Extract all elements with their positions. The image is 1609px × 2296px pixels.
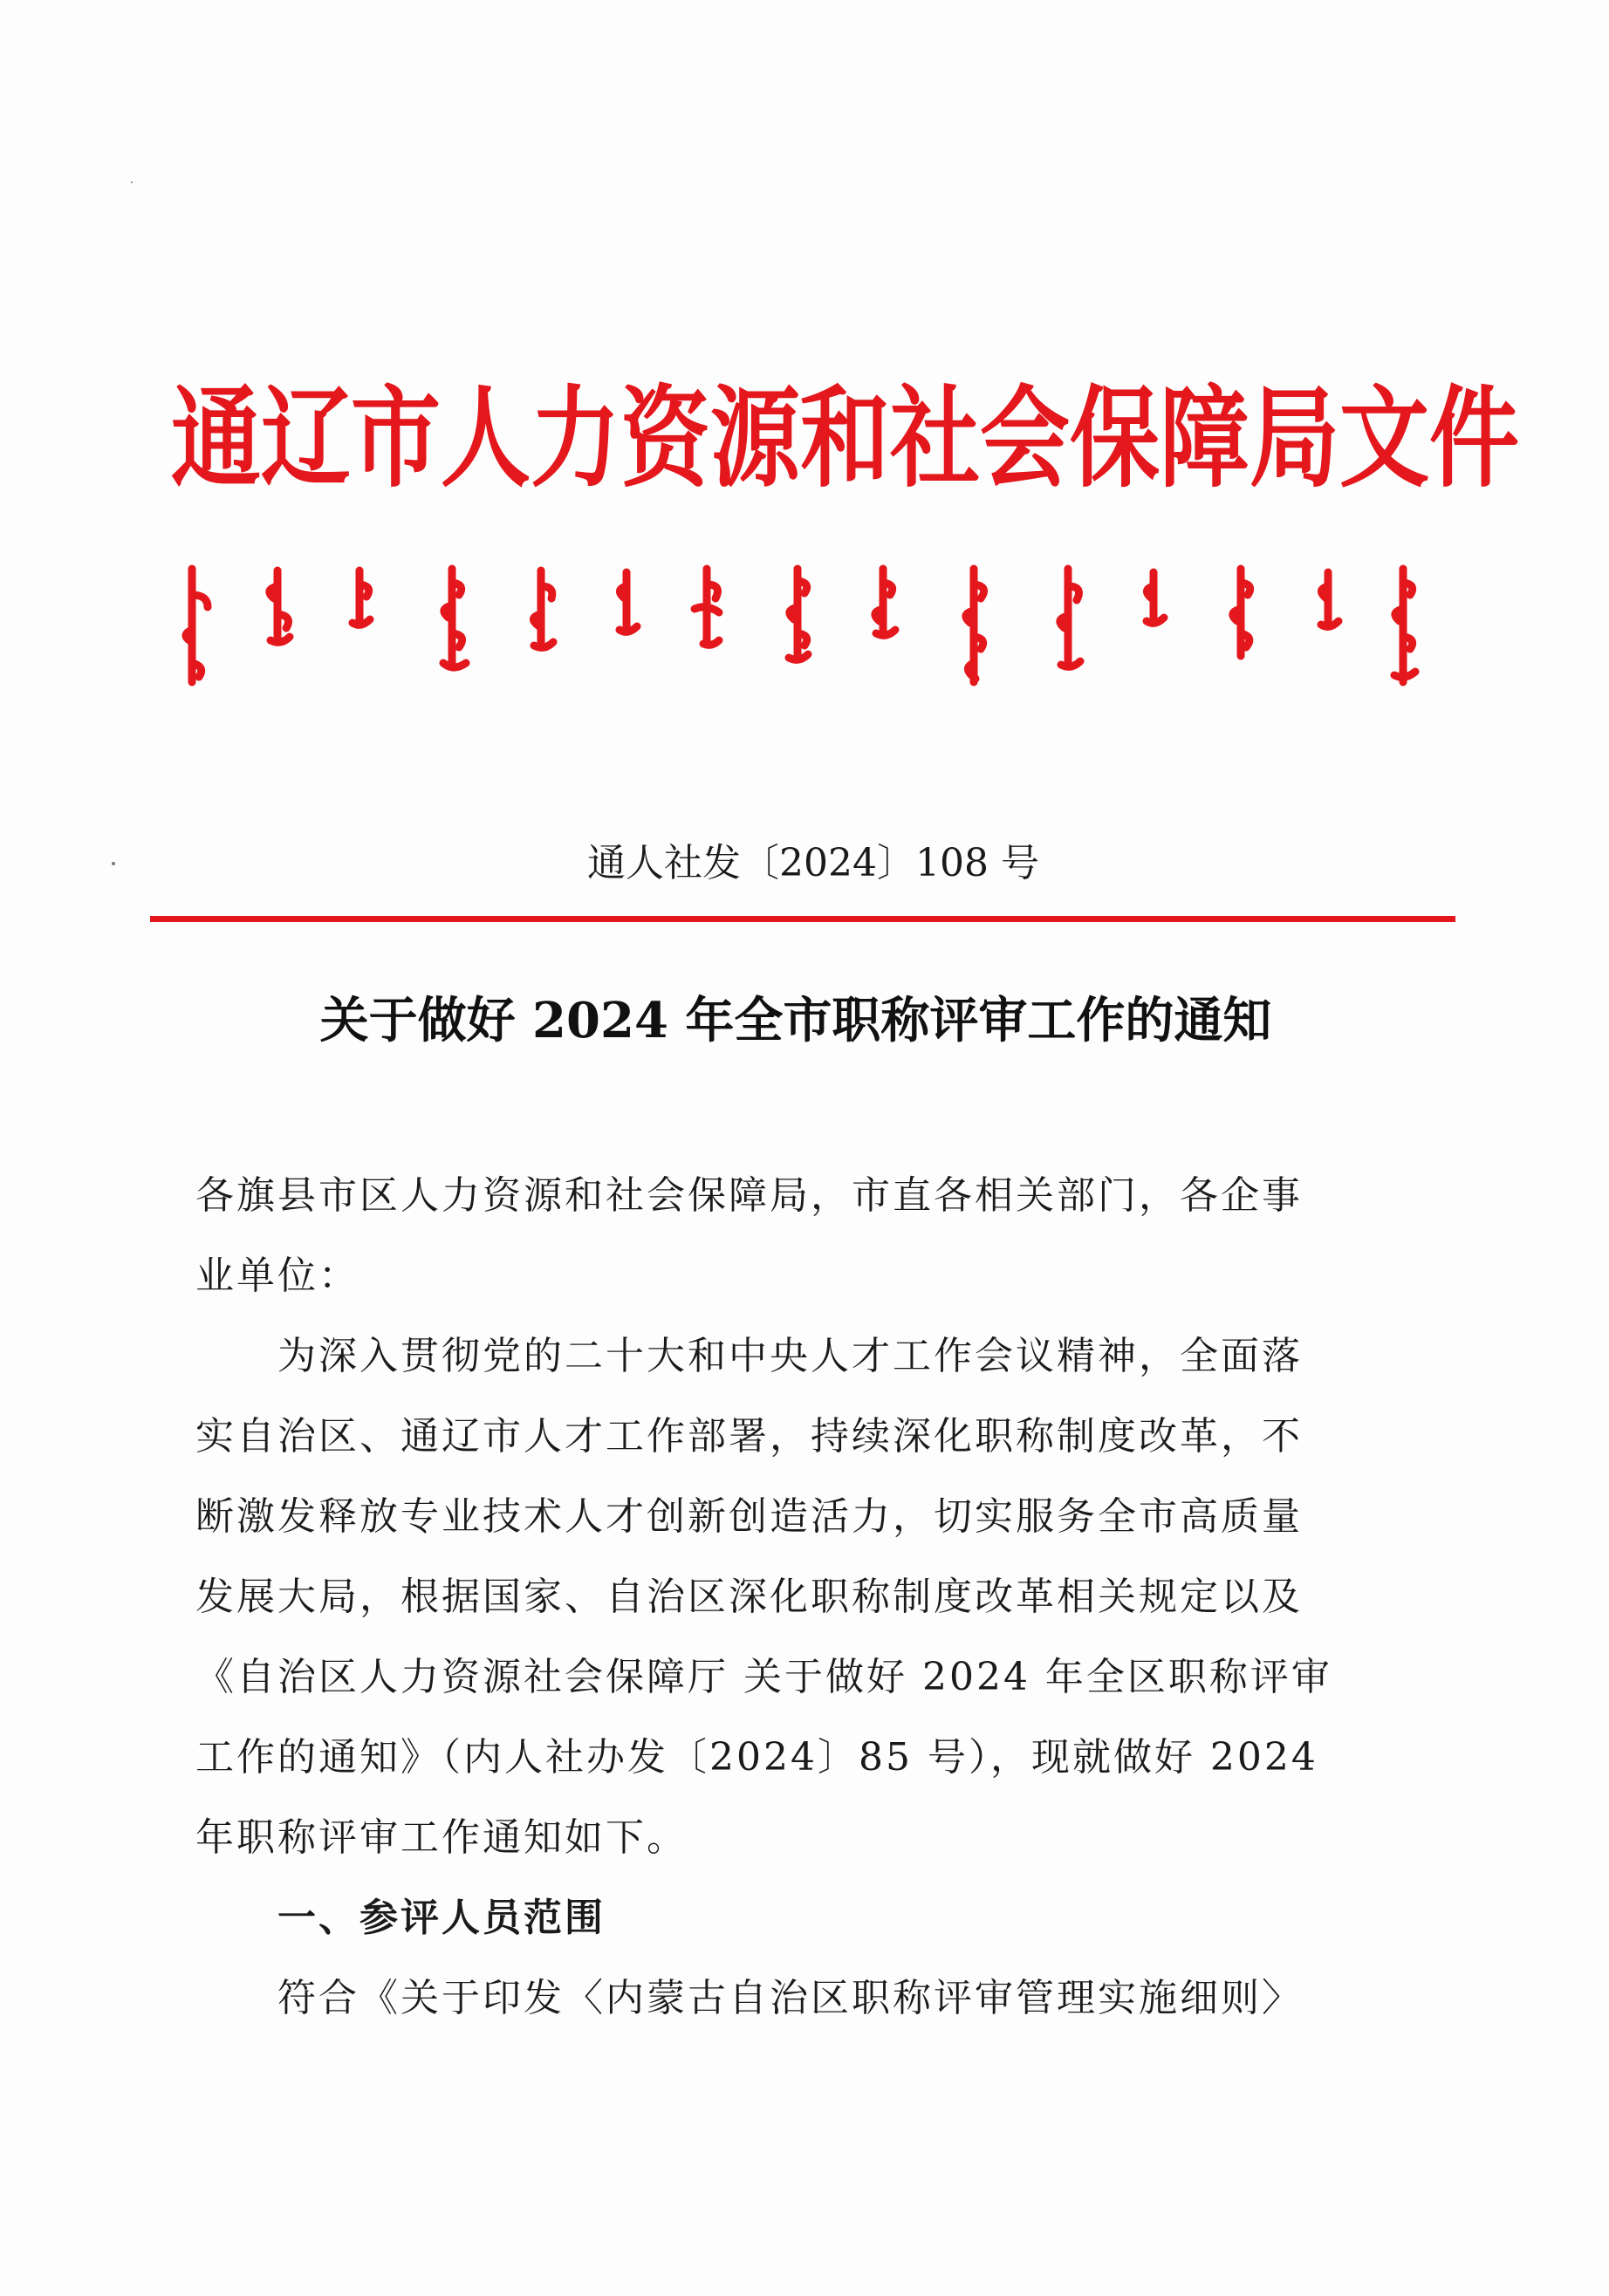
issuer-red-header: 通辽市人力资源和社会保障局文件	[171, 375, 1519, 503]
notice-body	[195, 1156, 1417, 2039]
section-heading: 一、参评人员范围	[277, 1896, 606, 1940]
scan-speck	[131, 181, 133, 183]
body-line: 发展大局，根据国家、自治区深化职称制度改革相关规定以及	[195, 1575, 1303, 1619]
mongolian-script-header	[175, 560, 1422, 691]
body-line: 业单位：	[195, 1254, 359, 1298]
body-line: 年职称评审工作通知如下。	[195, 1815, 688, 1860]
scan-speck	[112, 862, 115, 865]
body-line: 各旗县市区人力资源和社会保障局，市直各相关部门，各企事	[195, 1173, 1303, 1218]
body-line: 《自治区人力资源社会保障厅 关于做好 2024 年全区职称评审	[195, 1655, 1332, 1699]
body-line: 为深入贯彻党的二十大和中央人才工作会议精神，全面落	[277, 1334, 1303, 1378]
body-line: 实自治区、通辽市人才工作部署，持续深化职称制度改革，不	[195, 1414, 1303, 1459]
red-divider-line	[150, 916, 1455, 922]
body-line: 工作的通知》（内人社办发〔2024〕85 号），现就做好 2024	[195, 1735, 1318, 1780]
body-line: 符合《关于印发〈内蒙古自治区职称评审管理实施细则〉	[277, 1976, 1303, 2020]
body-line: 断激发释放专业技术人才创新创造活力，切实服务全市高质量	[195, 1494, 1303, 1539]
notice-title: 关于做好 2024 年全市职称评审工作的通知	[319, 992, 1272, 1049]
document-number: 通人社发〔2024〕108 号	[587, 841, 1039, 885]
